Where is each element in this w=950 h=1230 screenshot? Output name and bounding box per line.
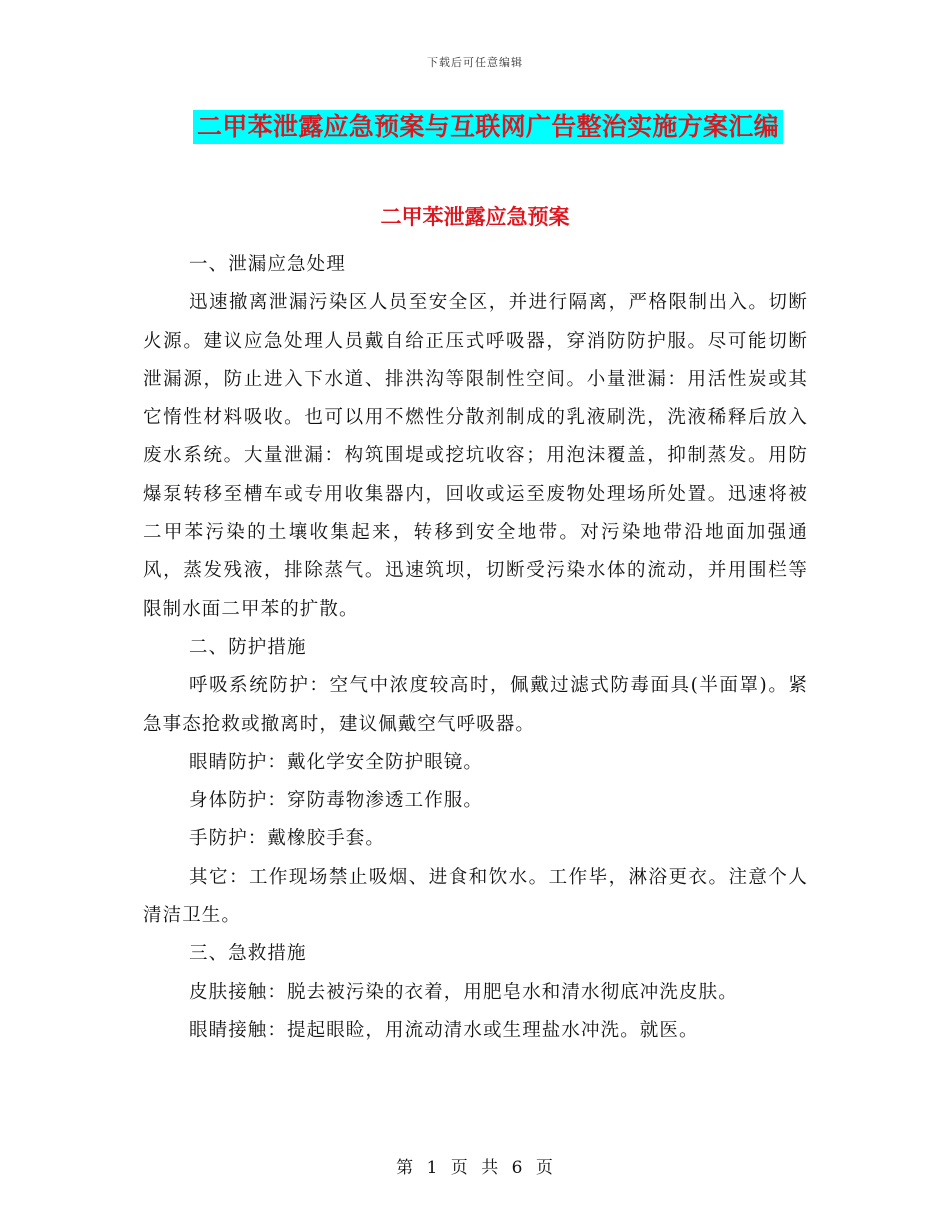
heading-leak-handling: 一、泄漏应急处理 — [189, 254, 346, 275]
document-body — [143, 246, 808, 1050]
page-number: 1 — [426, 1158, 439, 1178]
paragraph-other: 其它：工作现场禁止吸烟、进食和饮水。工作毕，淋浴更衣。注意个人清洁卫生。 — [143, 866, 808, 927]
heading-first-aid: 三、急救措施 — [189, 943, 307, 965]
paragraph-leak-handling: 迅速撤离泄漏污染区人员至安全区，并进行隔离，严格限制出入。切断火源。建议应急处理人员戴自给正压式呼吸器，穿消防防护服。尽可能切断泄漏源，防止进入下水道、排洪沟等限制性空间。小量泄漏：用活性炭或其它惰性材料吸收。也可以用不燃性分散剂制成的乳液刷洗，洗液稀释后放入废水系统。大量泄漏：构筑围堤或挖坑收容；用泡沫覆盖，抑制蒸发。用防爆泵转移至槽车或专用收集器内，回收或运至废物处理场所处置。迅速将被二甲苯污染的土壤收集起来，转移到安全地带。对污染地带沿地面加强通风，蒸发残液，排除蒸气。迅速筑坝，切断受污染水体的流动，并用围栏等限制水面二甲苯的扩散。 — [143, 292, 808, 620]
header-note: 下载后可任意编辑 — [427, 56, 523, 69]
section-title: 二甲苯泄露应急预案 — [380, 204, 570, 229]
footer-di: 第 — [396, 1158, 415, 1178]
footer-gong: 共 — [481, 1158, 500, 1178]
paragraph-eye-protection: 眼睛防护：戴化学安全防护眼镜。 — [189, 751, 484, 773]
paragraph-body-protection: 身体防护：穿防毒物渗透工作服。 — [189, 790, 484, 812]
document-title: 二甲苯泄露应急预案与互联网广告整治实施方案汇编 — [193, 110, 783, 144]
paragraph-respiratory: 呼吸系统防护：空气中浓度较高时，佩戴过滤式防毒面具(半面罩)。紧急事态抢救或撤离时，建议佩戴空气呼吸器。 — [143, 675, 808, 735]
total-pages: 6 — [511, 1158, 524, 1178]
paragraph-skin-contact: 皮肤接触：脱去被污染的衣着，用肥皂水和清水彻底冲洗皮肤。 — [189, 981, 738, 1003]
page-footer — [0, 1153, 950, 1178]
paragraph-hand-protection: 手防护：戴橡胶手套。 — [189, 828, 386, 850]
paragraph-eye-contact: 眼睛接触：提起眼睑，用流动清水或生理盐水冲洗。就医。 — [189, 1019, 699, 1041]
footer-ye: 页 — [450, 1158, 469, 1178]
footer-ye-2: 页 — [535, 1158, 554, 1178]
heading-protection: 二、防护措施 — [189, 636, 307, 658]
